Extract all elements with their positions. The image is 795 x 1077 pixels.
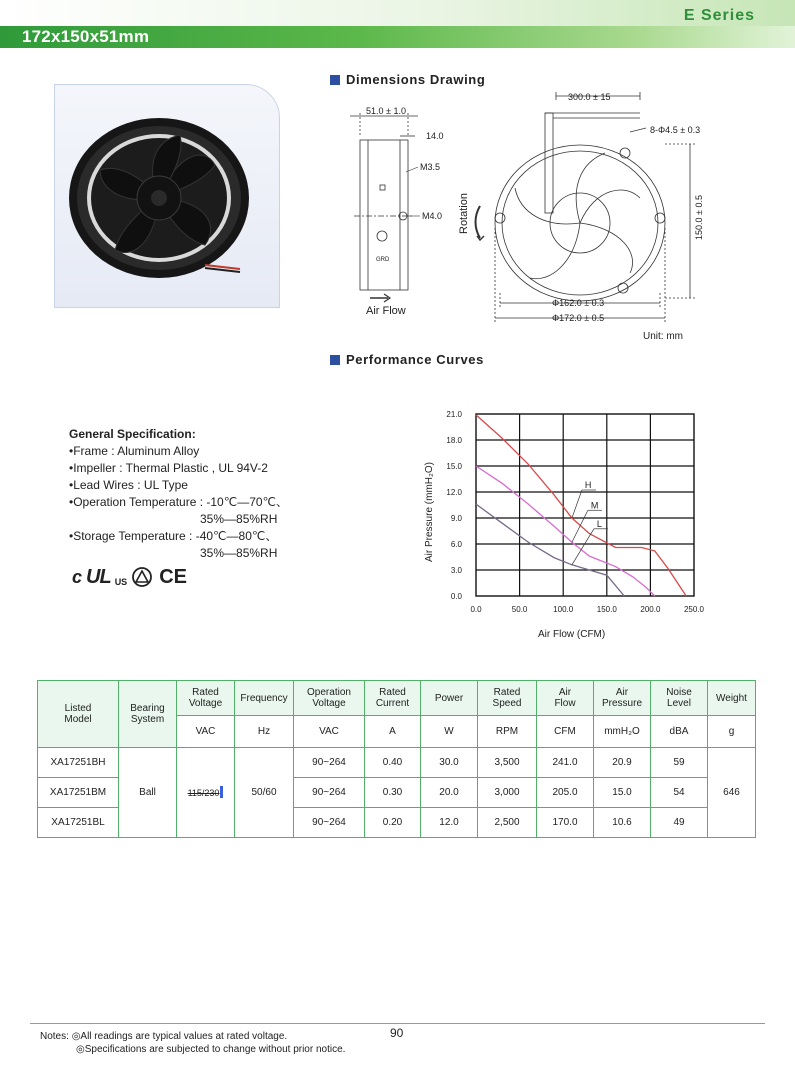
chart-ytick-label: 0.0: [450, 592, 462, 601]
spec-leads: •Lead Wires : UL Type: [69, 478, 188, 492]
grd-label: GRD: [376, 257, 390, 263]
spec-leads-text: Lead Wires : UL Type: [73, 478, 188, 492]
cell-flow: 241.0: [537, 748, 594, 778]
unit-noise: dBA: [651, 716, 708, 748]
series-label-M: M: [590, 500, 599, 511]
unit-rated-voltage: VAC: [177, 716, 235, 748]
unit-air-pressure: mmH₂O: [594, 716, 651, 748]
series-line-M: [476, 466, 655, 596]
table-row: [38, 748, 756, 778]
series-line-H: [476, 415, 686, 596]
unit-frequency: Hz: [235, 716, 294, 748]
series-callout-line: [572, 490, 582, 518]
th-rated-speed-text: Rated Speed: [492, 687, 522, 709]
page-number: 90: [390, 1026, 404, 1040]
performance-heading-text: Performance Curves: [346, 352, 484, 367]
chart-ytick-label: 6.0: [450, 540, 462, 549]
series-label-L: L: [596, 518, 602, 529]
cell-frequency: 50/60: [235, 748, 294, 838]
chart-xtick-label: 150.0: [596, 605, 617, 614]
ce-mark-icon: CE: [159, 565, 187, 588]
cell-rated-voltage-text: 115/230: [187, 788, 220, 798]
holes-label: 8-Φ4.5 ± 0.3: [650, 125, 701, 135]
th-rated-current: [365, 681, 421, 716]
series-title: E Series: [683, 7, 755, 24]
cell-current: 0.20: [365, 808, 421, 838]
th-frequency: [235, 681, 294, 716]
performance-heading: [330, 352, 484, 367]
cell-speed: 3,000: [478, 778, 537, 808]
unit-air-flow: CFM: [537, 716, 594, 748]
spec-impeller: •Impeller : Thermal Plastic , UL 94V-2: [69, 461, 268, 475]
chart-series: [476, 415, 686, 596]
product-photo-panel: [54, 84, 280, 308]
cell-rated-voltage: [177, 748, 235, 838]
unit-weight: g: [708, 716, 756, 748]
dimensions-heading-text: Dimensions Drawing: [346, 72, 486, 87]
chart-xlabel: Air Flow (CFM): [538, 629, 606, 640]
chart-ytick-label: 3.0: [450, 566, 462, 575]
cell-pressure: 15.0: [594, 778, 651, 808]
unit-rated-current: A: [365, 716, 421, 748]
cell-op-voltage: 90~264: [294, 808, 365, 838]
fan-photo: [55, 85, 279, 307]
screw-m40-label: M4.0: [422, 211, 443, 221]
chart-ylabel: Air Pressure (mmH₂O): [424, 462, 435, 562]
screw-m35-label: M3.5: [420, 162, 441, 172]
spec-title: General Specification:: [69, 427, 196, 441]
unit-rated-speed: RPM: [478, 716, 537, 748]
cell-current: 0.40: [365, 748, 421, 778]
ul-logo-icon: UL: [86, 565, 111, 588]
performance-chart: [420, 404, 720, 644]
d162-label: Φ162.0 ± 0.3: [552, 298, 605, 308]
series-callout-line: [572, 529, 594, 565]
cell-model: XA17251BM: [38, 778, 119, 808]
footer-divider: [30, 1023, 765, 1024]
th-operation-voltage: [294, 681, 365, 716]
general-spec: [69, 426, 369, 562]
cell-op-voltage: 90~264: [294, 778, 365, 808]
cell-flow: 205.0: [537, 778, 594, 808]
chart-xtick-label: 100.0: [553, 605, 574, 614]
cell-speed: 2,500: [478, 808, 537, 838]
tuv-triangle-icon: [131, 566, 153, 588]
spec-impeller-text: Impeller : Thermal Plastic , UL 94V-2: [73, 461, 268, 475]
chart-xtick-label: 250.0: [683, 605, 705, 614]
cell-pressure: 20.9: [594, 748, 651, 778]
ul-us-mark: US: [114, 577, 128, 587]
cell-pressure: 10.6: [594, 808, 651, 838]
series-label-H: H: [584, 480, 592, 490]
chart-ytick-label: 9.0: [450, 514, 462, 523]
cell-current: 0.30: [365, 778, 421, 808]
footer-notes: [40, 1030, 345, 1056]
text-cursor-mark: [220, 786, 223, 798]
chart-ticks: [446, 410, 704, 614]
spec-frame-text: Frame : Aluminum Alloy: [73, 444, 200, 458]
th-air-flow-text: Air Flow: [554, 687, 576, 709]
th-weight-text: Weight: [716, 692, 747, 704]
note-2: ◎Specifications are subjected to change without prior notice.: [76, 1044, 346, 1055]
side-view: [350, 113, 418, 302]
spec-frame: •Frame : Aluminum Alloy: [69, 444, 200, 458]
th-rated-voltage-text: Rated Voltage: [188, 687, 223, 709]
dim-width-label: 51.0 ± 1.0: [366, 106, 406, 116]
th-operation-voltage-text: Operation Voltage: [307, 687, 351, 709]
cell-bearing: Ball: [119, 748, 177, 838]
chart-ytick-label: 21.0: [446, 410, 462, 419]
spec-op-rh: 35%—85%RH: [200, 512, 278, 526]
chart-ytick-label: 15.0: [446, 462, 462, 471]
series-callout-line: [572, 510, 588, 542]
chart-ytick-label: 12.0: [446, 488, 462, 497]
chart-xtick-label: 0.0: [470, 605, 482, 614]
th-power-text: Power: [434, 692, 464, 704]
th-bearing: [119, 681, 177, 748]
th-model: [38, 681, 119, 748]
cell-power: 30.0: [421, 748, 478, 778]
cell-noise: 59: [651, 748, 708, 778]
unit-power: W: [421, 716, 478, 748]
cell-flow: 170.0: [537, 808, 594, 838]
th-rated-voltage: [177, 681, 235, 716]
cell-model: XA17251BL: [38, 808, 119, 838]
th-noise-text: Noise Level: [666, 687, 692, 709]
unit-label: Unit: mm: [643, 331, 683, 342]
spec-st-rh: 35%—85%RH: [200, 546, 278, 560]
th-rated-speed: [478, 681, 537, 716]
spec-st-temp-text: Storage Temperature : -40℃—80℃、: [73, 529, 278, 543]
cell-noise: 54: [651, 778, 708, 808]
dim-14-label: 14.0: [426, 131, 444, 141]
chart-xtick-label: 50.0: [511, 605, 528, 614]
spec-op-temp: •Operation Temperature : -10℃—70℃、: [69, 495, 289, 509]
th-power: [421, 681, 478, 716]
chart-ytick-label: 18.0: [446, 436, 462, 445]
note-1: ◎All readings are typical values at rated voltage.: [71, 1031, 288, 1042]
airflow-arrow-label: Air Flow: [366, 305, 406, 317]
rotation-label: Rotation: [458, 193, 470, 234]
d172-label: Φ172.0 ± 0.5: [552, 313, 605, 323]
cell-weight: 646: [708, 748, 756, 838]
th-model-text: Listed Model: [64, 703, 92, 725]
th-air-pressure-text: Air Pressure: [601, 687, 642, 709]
cell-speed: 3,500: [478, 748, 537, 778]
th-weight: [708, 681, 756, 716]
cell-op-voltage: 90~264: [294, 748, 365, 778]
spec-table: [37, 680, 756, 838]
unit-operation-voltage: VAC: [294, 716, 365, 748]
th-noise: [651, 681, 708, 716]
section-bullet-icon: [330, 355, 340, 365]
th-bearing-text: Bearing System: [130, 703, 165, 725]
height-label: 150.0 ± 0.5: [694, 195, 704, 240]
spec-op-temp-text: Operation Temperature : -10℃—70℃、: [73, 495, 289, 509]
chart-xtick-label: 200.0: [640, 605, 661, 614]
cell-noise: 49: [651, 808, 708, 838]
notes-label: Notes:: [40, 1031, 69, 1042]
certification-logos: [72, 564, 187, 590]
ul-c-mark: c: [72, 566, 83, 587]
th-air-flow: [537, 681, 594, 716]
dimensions-drawing: [340, 88, 720, 348]
th-rated-current-text: Rated Current: [375, 687, 410, 709]
spec-st-temp: •Storage Temperature : -40℃—80℃、: [69, 529, 278, 543]
model-size-title: 172x150x51mm: [22, 27, 150, 46]
cell-power: 12.0: [421, 808, 478, 838]
th-air-pressure: [594, 681, 651, 716]
th-frequency-text: Frequency: [240, 692, 288, 704]
cell-model: XA17251BH: [38, 748, 119, 778]
lead-length-label: 300.0 ± 15: [568, 92, 611, 102]
dimensions-heading: [330, 72, 485, 87]
cell-power: 20.0: [421, 778, 478, 808]
section-bullet-icon: [330, 75, 340, 85]
